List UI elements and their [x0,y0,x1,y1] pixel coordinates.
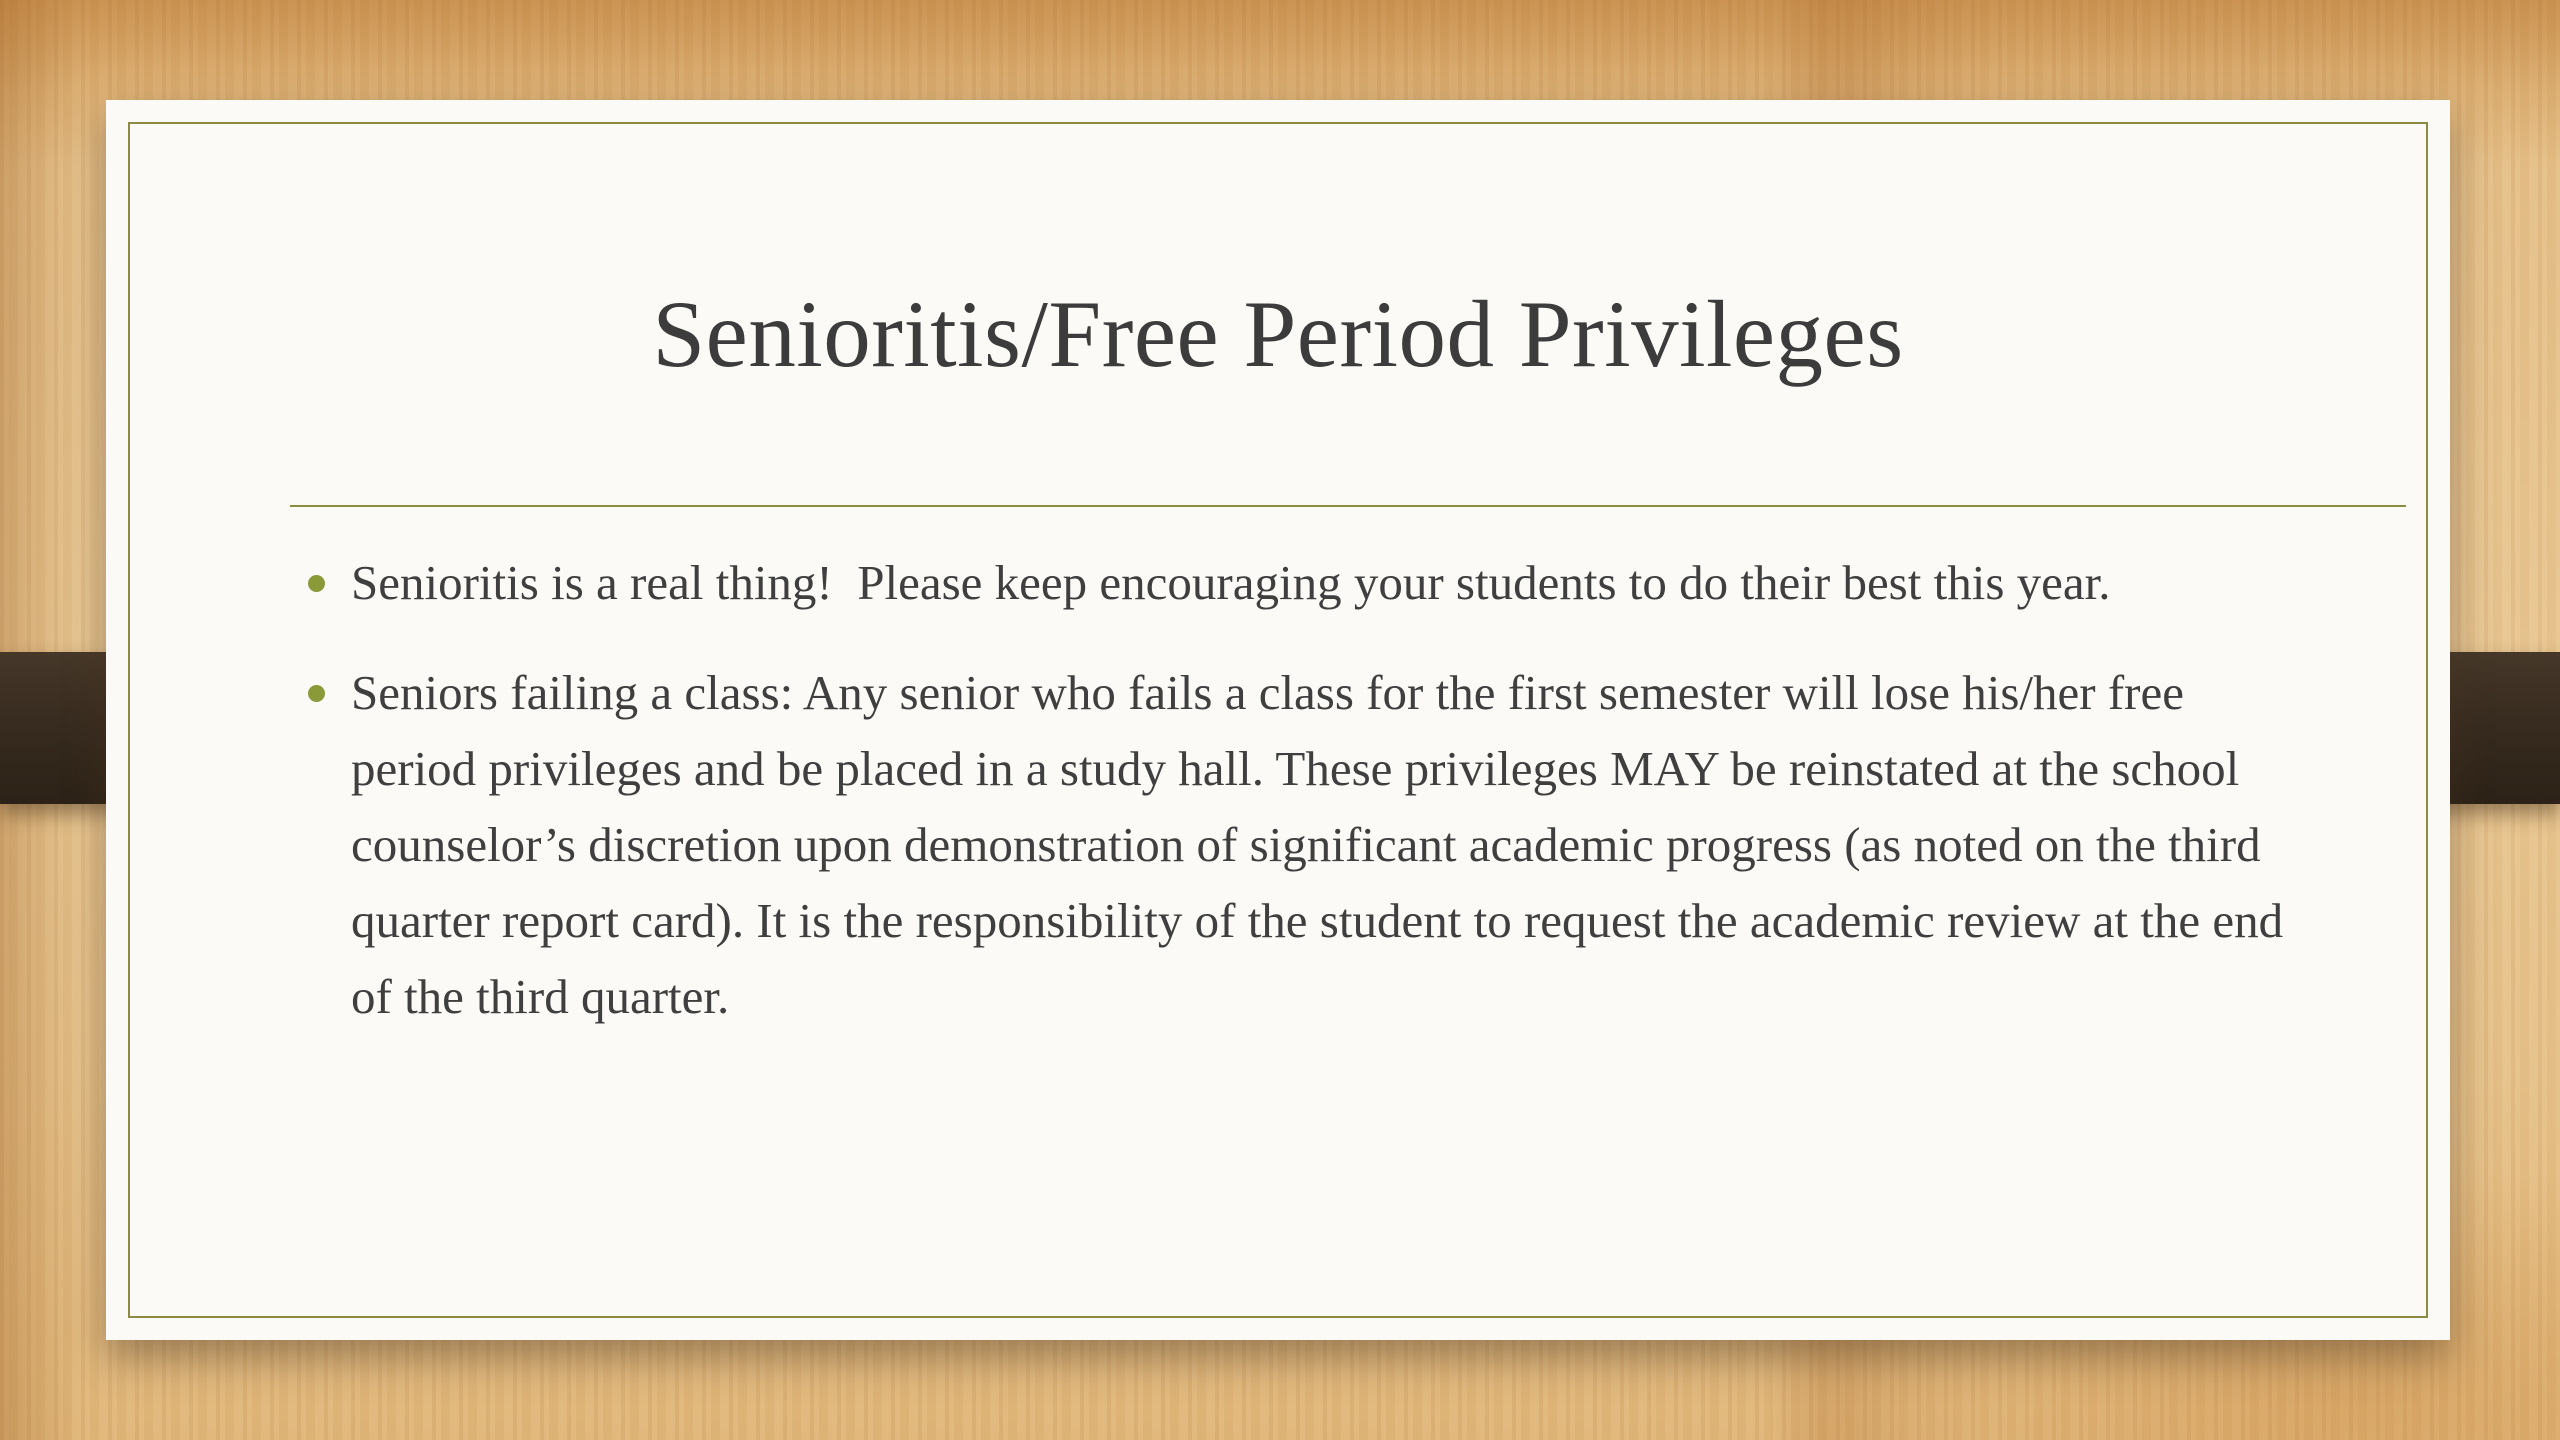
bullet-icon [308,685,325,702]
bullet-text: Seniors failing a class: Any senior who fails a class for the first semester will lose his/her free period privileges and be placed in a study hall. These privileges MAY be reinstated at the school counselor’s discretion upon demonstration of significant academic progress (as noted on the third quarter report card). It is the responsibility of the student to request the academic review at the end of the third quarter. [351,664,2296,1024]
list-item [308,655,2296,1035]
slide-title: Senioritis/Free Period Privileges [652,281,1904,387]
slide-inner-border [128,122,2428,1318]
slide-card [106,100,2450,1340]
list-item [308,545,2286,621]
title-separator [290,505,2406,507]
bullet-list [308,545,2296,1035]
bullet-text: Senioritis is a real thing! Please keep encouraging your students to do their best this year. [351,554,2111,610]
bullet-icon [308,575,325,592]
